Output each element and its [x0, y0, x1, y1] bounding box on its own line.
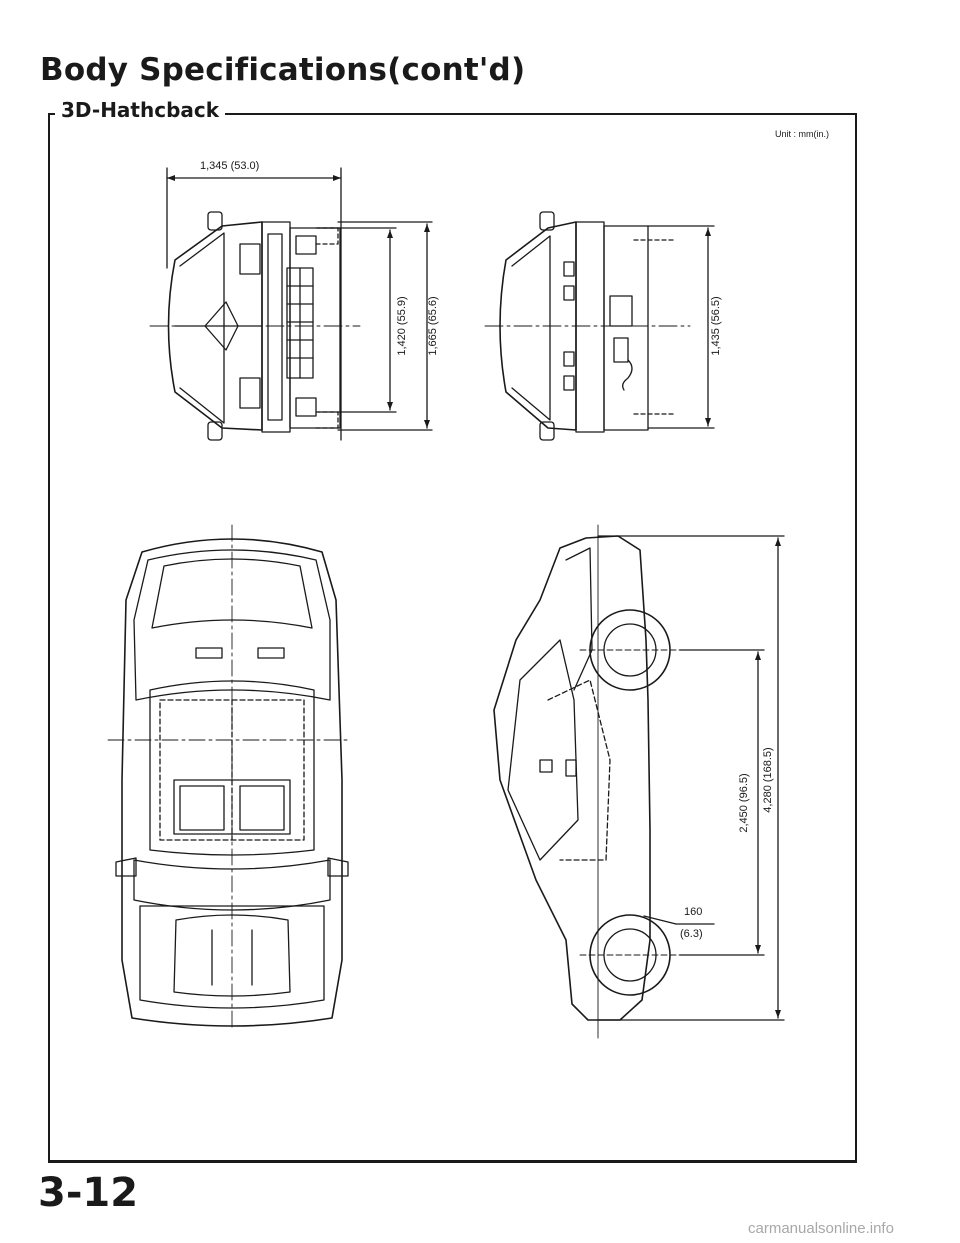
page-number: 3-12	[38, 1170, 139, 1216]
rear-view	[485, 212, 714, 440]
front-view	[150, 168, 432, 440]
unit-note: Unit : mm(in.)	[775, 129, 829, 139]
dim-overall-width: 1,665 (65.6)	[427, 296, 439, 356]
page-title: Body Specifications(cont'd)	[40, 52, 526, 88]
watermark: carmanualsonline.info	[748, 1220, 894, 1237]
dim-height-rear: 1,435 (56.5)	[710, 296, 722, 356]
section-label: 3D-Hathcback	[55, 98, 225, 122]
dim-track-width: 1,345 (53.0)	[200, 160, 260, 172]
dim-overall-length: 4,280 (168.5)	[762, 747, 774, 813]
dim-ground-clearance-in: (6.3)	[680, 928, 703, 940]
dim-height-front: 1,420 (55.9)	[396, 296, 408, 356]
dim-ground-clearance-mm: 160	[684, 906, 703, 918]
dim-wheelbase: 2,450 (96.5)	[738, 773, 750, 833]
top-view	[108, 525, 350, 1028]
